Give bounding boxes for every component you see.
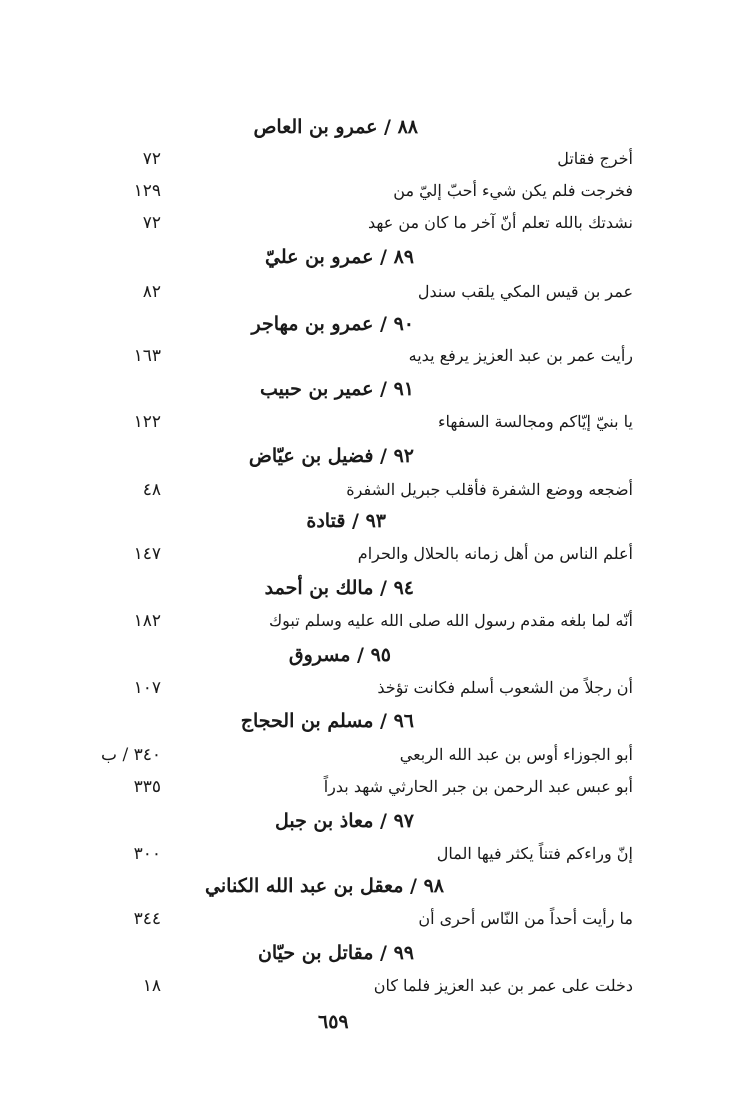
entry-text: أضجعه ووضع الشفرة فأقلب جبريل الشفرة — [346, 480, 633, 499]
section-heading — [0, 505, 756, 537]
entry-text: دخلت على عمر بن عبد العزيز فلما كان — [373, 976, 633, 995]
index-entry — [0, 903, 756, 935]
section-heading — [0, 373, 756, 405]
index-entry — [0, 771, 756, 803]
entry-page-ref: ١٤٧ — [133, 544, 161, 564]
index-entry — [0, 207, 756, 239]
section-heading — [0, 572, 756, 604]
entry-text: أخرج فقاتل — [557, 149, 633, 168]
section-heading-text: ٩٦ / مسلم بن الحجاج — [240, 710, 414, 732]
entry-text: عمر بن قيس المكي يلقب سندل — [417, 282, 633, 301]
section-heading — [0, 111, 756, 143]
section-heading — [0, 870, 756, 902]
index-entry — [0, 340, 756, 372]
section-heading — [0, 937, 756, 969]
page-number: ٦٥٩ — [318, 1011, 349, 1033]
entry-page-ref: ٧٢ — [142, 149, 161, 169]
entry-text: أبو عبس عبد الرحمن بن جبر الحارثي شهد بدراً — [323, 777, 633, 796]
section-heading — [0, 705, 756, 737]
entry-page-ref: ١٨ — [142, 976, 161, 996]
entry-page-ref: ١٢٢ — [133, 412, 161, 432]
section-heading-text: ٨٩ / عمرو بن عليّ — [264, 246, 414, 268]
section-heading — [0, 639, 756, 671]
section-heading-text: ٩٢ / فضيل بن عيّاض — [248, 445, 414, 467]
section-heading — [0, 440, 756, 472]
entry-page-ref: ٣٤٤ — [133, 909, 161, 929]
entry-text: نشدتك بالله تعلم أنّ آخر ما كان من عهد — [367, 213, 633, 232]
section-heading-text: ٩٠ / عمرو بن مهاجر — [251, 313, 414, 335]
index-entry — [0, 175, 756, 207]
entry-page-ref: ١٠٧ — [133, 678, 161, 698]
entry-page-ref: ٣٠٠ — [133, 844, 161, 864]
section-heading — [0, 308, 756, 340]
section-heading-text: ٩٤ / مالك بن أحمد — [264, 577, 414, 599]
entry-text: أبو الجوزاء أوس بن عبد الله الربعي — [399, 745, 633, 764]
entry-page-ref: ١٢٩ — [133, 181, 161, 201]
entry-page-ref: ١٨٢ — [133, 611, 161, 631]
index-entry — [0, 406, 756, 438]
section-heading-text: ٩٥ / مسروق — [288, 644, 391, 666]
section-heading-text: ٩٣ / قتادة — [306, 510, 386, 532]
index-entry — [0, 474, 756, 506]
entry-text: إنّ وراءكم فتناً يكثر فيها المال — [436, 844, 633, 863]
entry-text: يا بنيّ إيّاكم ومجالسة السفهاء — [437, 412, 633, 431]
entry-text: أن رجلاً من الشعوب أسلم فكانت تؤخذ — [377, 678, 633, 697]
index-entry — [0, 276, 756, 308]
entry-page-ref: ٨٢ — [142, 282, 161, 302]
section-heading-text: ٩٨ / معقل بن عبد الله الكناني — [205, 875, 444, 897]
index-entry — [0, 739, 756, 771]
entry-text: أنّه لما بلغه مقدم رسول الله صلى الله عليه وسلم تبوك — [268, 611, 633, 630]
index-entry — [0, 538, 756, 570]
entry-page-ref: ٧٢ — [142, 213, 161, 233]
section-heading-text: ٩٧ / معاذ بن جبل — [274, 810, 414, 832]
entry-text: أعلم الناس من أهل زمانه بالحلال والحرام — [357, 544, 633, 563]
entry-text: ما رأيت أحداً من النّاس أحرى أن — [418, 909, 633, 928]
entry-page-ref: ٤٨ — [142, 480, 161, 500]
index-entry — [0, 605, 756, 637]
entry-page-ref: ٣٣٥ — [133, 777, 161, 797]
entry-page-ref: ١٦٣ — [133, 346, 161, 366]
entry-text: رأيت عمر بن عبد العزيز يرفع يديه — [408, 346, 633, 365]
section-heading — [0, 241, 756, 273]
index-entry — [0, 970, 756, 1002]
index-entry — [0, 838, 756, 870]
index-entry — [0, 672, 756, 704]
index-entry — [0, 143, 756, 175]
entry-text: فخرجت فلم يكن شيء أحبّ إليّ من — [393, 181, 633, 200]
section-heading-text: ٩٩ / مقاتل بن حيّان — [257, 942, 414, 964]
section-heading-text: ٨٨ / عمرو بن العاص — [253, 116, 418, 138]
section-heading — [0, 805, 756, 837]
entry-page-ref: ٣٤٠ / ب — [101, 745, 161, 765]
section-heading-text: ٩١ / عمير بن حبيب — [260, 378, 414, 400]
